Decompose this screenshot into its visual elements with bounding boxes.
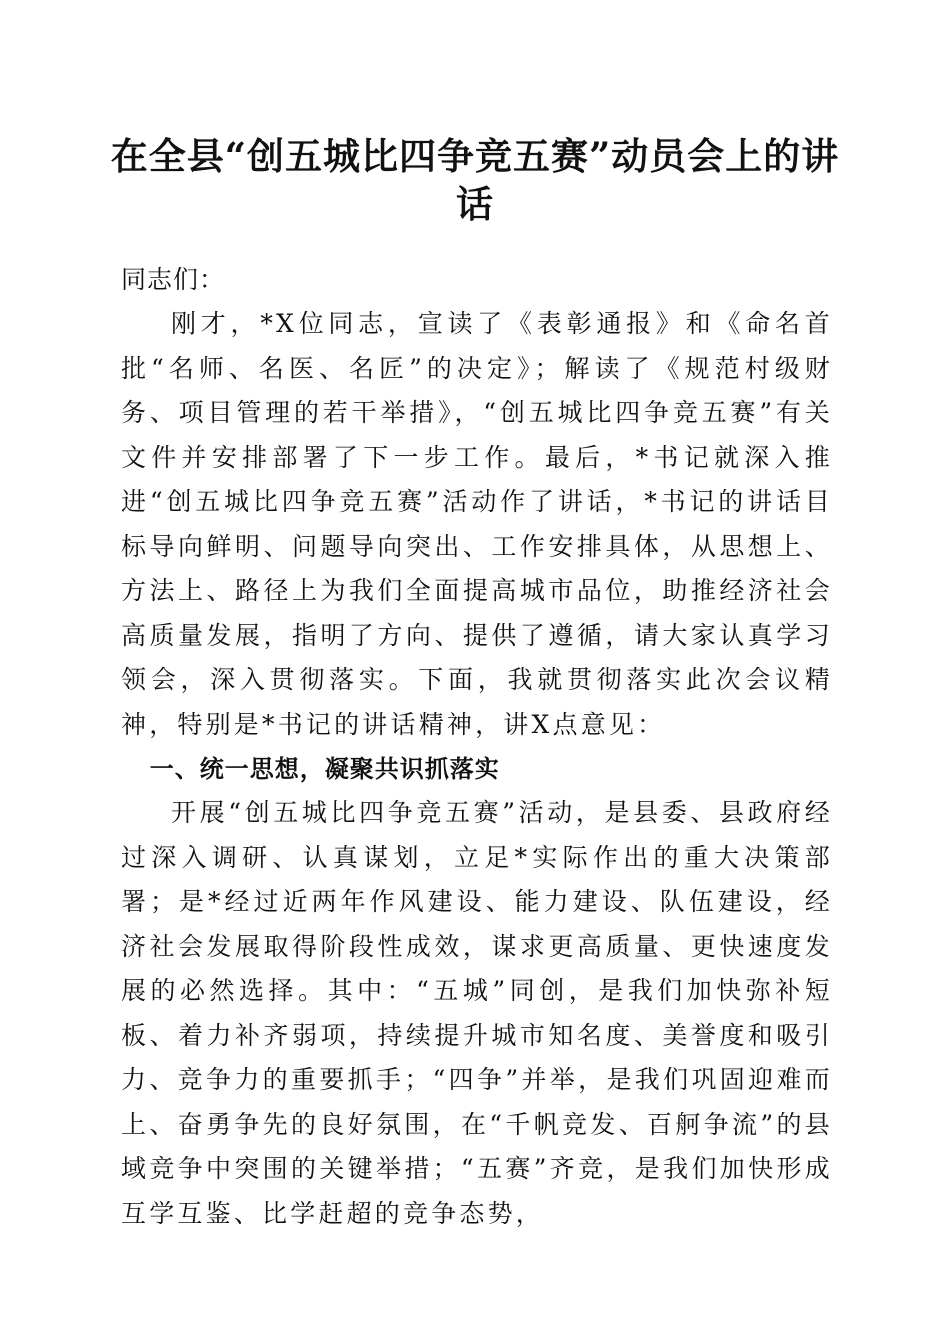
salutation: 同志们： (121, 265, 226, 294)
document-body (121, 258, 833, 1236)
section-heading: 一、统一思想，凝聚共识抓落实 (149, 755, 500, 783)
document-title: 在全县“创五城比四争竞五赛”动员会上的讲话 (110, 134, 840, 226)
intro-paragraph: 刚才，*X位同志，宣读了《表彰通报》和《命名首批“名师、名医、名匠”的决定》；解读了《规范村级财务、项目管理的若干举措》，“创五城比四争竞五赛”有关文件并安排部署了下一步工作。最后，*书记就深入推进“创五城比四争竞五赛”活动作了讲话，*书记的讲话目标导向鲜明、问题导向突出、工作安排具体，从思想上、方法上、路径上为我们全面提高城市品位，助推经济社会高质量发展，指明了方向、提供了遵循，请大家认真学习领会，深入贯彻落实。下面，我就贯彻落实此次会议精神，特别是*书记的讲话精神，讲X点意见： (121, 309, 833, 739)
section-paragraph: 开展“创五城比四争竞五赛”活动，是县委、县政府经过深入调研、认真谋划，立足*实际作出的重大决策部署；是*经过近两年作风建设、能力建设、队伍建设，经济社会发展取得阶段性成效，谋求更高质量、更快速度发展的必然选择。其中：“五城”同创，是我们加快弥补短板、着力补齐弱项，持续提升城市知名度、美誉度和吸引力、竞争力的重要抓手；“四争”并举，是我们巩固迎难而上、奋勇争先的良好氛围，在“千帆竞发、百舸争流”的县域竞争中突围的关键举措；“五赛”齐竞，是我们加快形成互学互鉴、比学赶超的竞争态势， (121, 798, 833, 1228)
